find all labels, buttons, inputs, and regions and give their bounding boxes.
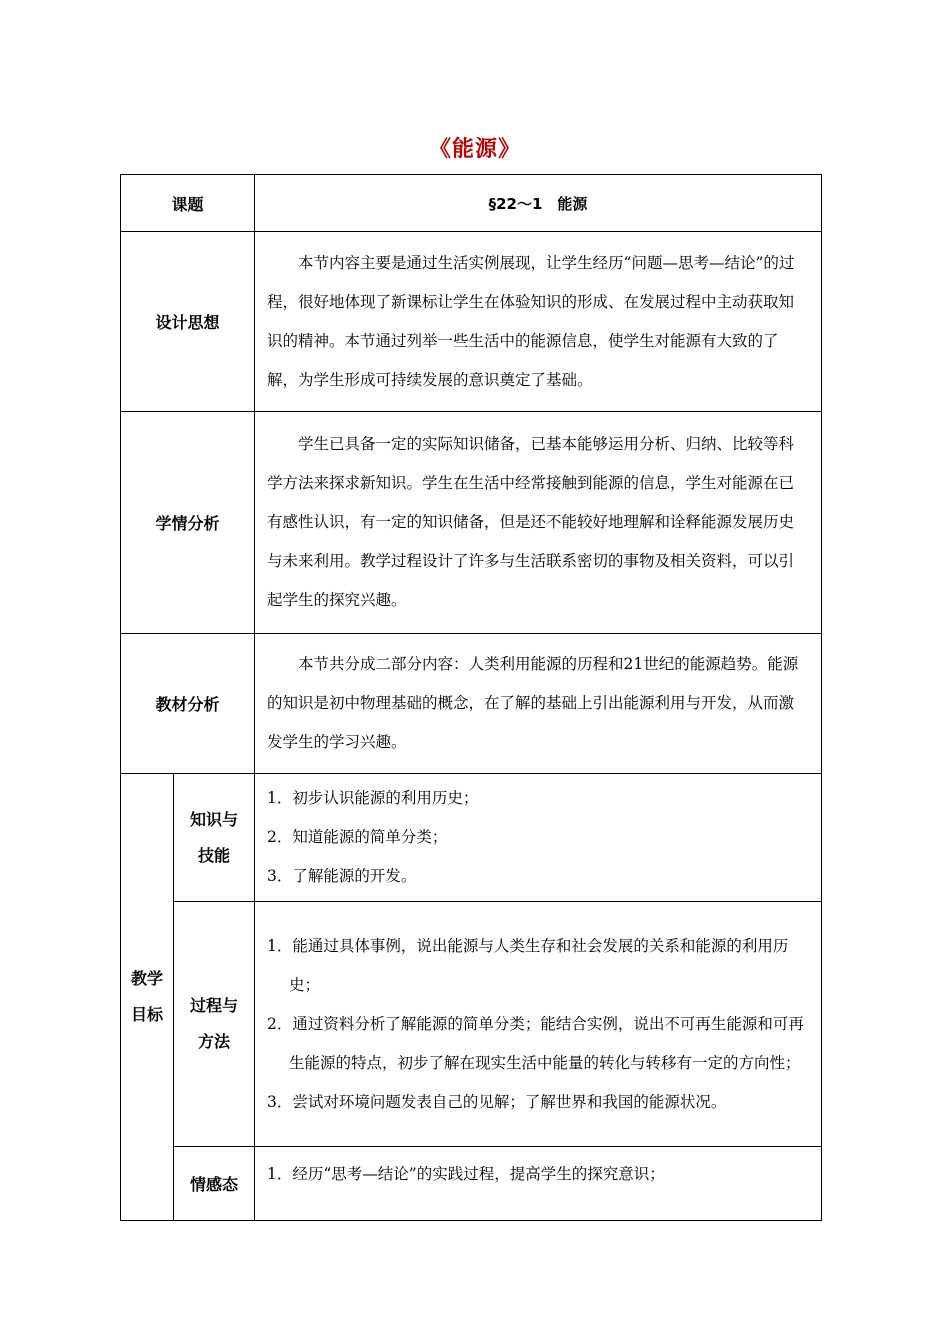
design-label: 设计思想: [121, 232, 255, 412]
knowledge-item-2: 2．知道能源的简单分类；: [267, 828, 448, 846]
students-label: 学情分析: [121, 412, 255, 634]
topic-row: [121, 175, 822, 232]
emotion-item-1: 1．经历“思考—结论”的实践过程，提高学生的探究意识；: [267, 1165, 665, 1183]
process-label: [174, 902, 255, 1147]
knowledge-item-1: 1．初步认识能源的利用历史；: [267, 789, 479, 807]
process-item-1: 1．能通过具体事例，说出能源与人类生存和社会发展的关系和能源的利用历史；: [267, 936, 789, 994]
students-row: [121, 412, 822, 634]
students-text: 学生已具备一定的实际知识储备，已基本能够运用分析、归纳、比较等科学方法来探求新知识。学生在生活中经常接触到能源的信息，学生对能源在已有感性认识，有一定的知识储备，但是还不能较好地理解和诠释能源发展历史与未来利用。教学过程设计了许多与生活联系密切的事物及相关资料，可以引起学生的探究兴趣。: [267, 435, 795, 609]
goals-label-line2: 目标: [130, 1005, 163, 1024]
knowledge-list: [255, 779, 821, 896]
knowledge-item-3: 3．了解能源的开发。: [267, 867, 417, 885]
design-text: 本节内容主要是通过生活实例展现，让学生经历“问题—思考—结论”的过程，很好地体现了新课标让学生在体验知识的形成、在发展过程中主动获取知识的精神。本节通过列举一些生活中的能源信息，使学生对能源有大致的了解，为学生形成可持续发展的意识奠定了基础。: [267, 253, 795, 389]
process-item-2: 2．通过资料分析了解能源的简单分类；能结合实例，说出不可再生能源和可再生能源的特点，初步了解在现实生活中能量的转化与转移有一定的方向性；: [267, 1014, 804, 1072]
process-row: [121, 902, 822, 1147]
process-label-line1: 过程与: [190, 996, 239, 1015]
topic-label: 课题: [121, 175, 255, 232]
knowledge-label: [174, 774, 255, 902]
knowledge-label-line1: 知识与: [190, 809, 239, 829]
process-label-line2: 方法: [198, 1032, 231, 1051]
material-text: 本节共分成二部分内容：人类利用能源的历程和21世纪的能源趋势。能源的知识是初中物理基础的概念，在了解的基础上引出能源利用与开发，从而激发学生的学习兴趣。: [267, 655, 799, 751]
process-item-3: 3．尝试对环境问题发表自己的见解；了解世界和我国的能源状况。: [267, 1092, 727, 1111]
process-list: [255, 927, 821, 1122]
material-cell: [255, 634, 822, 774]
emotion-cell: [255, 1147, 822, 1221]
design-row: [121, 232, 822, 412]
document-title: 《能源》: [428, 137, 521, 162]
lesson-plan-table: [120, 174, 822, 1221]
students-cell: [255, 412, 822, 634]
emotion-row: [121, 1147, 822, 1221]
knowledge-label-line2: 技能: [198, 845, 231, 865]
topic-value: §22～1 能源: [255, 175, 822, 232]
knowledge-cell: [255, 774, 822, 902]
knowledge-row: [121, 774, 822, 902]
material-label: 教材分析: [121, 634, 255, 774]
goals-label: [121, 774, 174, 1221]
design-cell: [255, 232, 822, 412]
goals-label-line1: 教学: [130, 969, 163, 988]
material-row: [121, 634, 822, 774]
emotion-label: 情感态: [174, 1147, 255, 1221]
emotion-list: [255, 1155, 821, 1194]
process-cell: [255, 902, 822, 1147]
